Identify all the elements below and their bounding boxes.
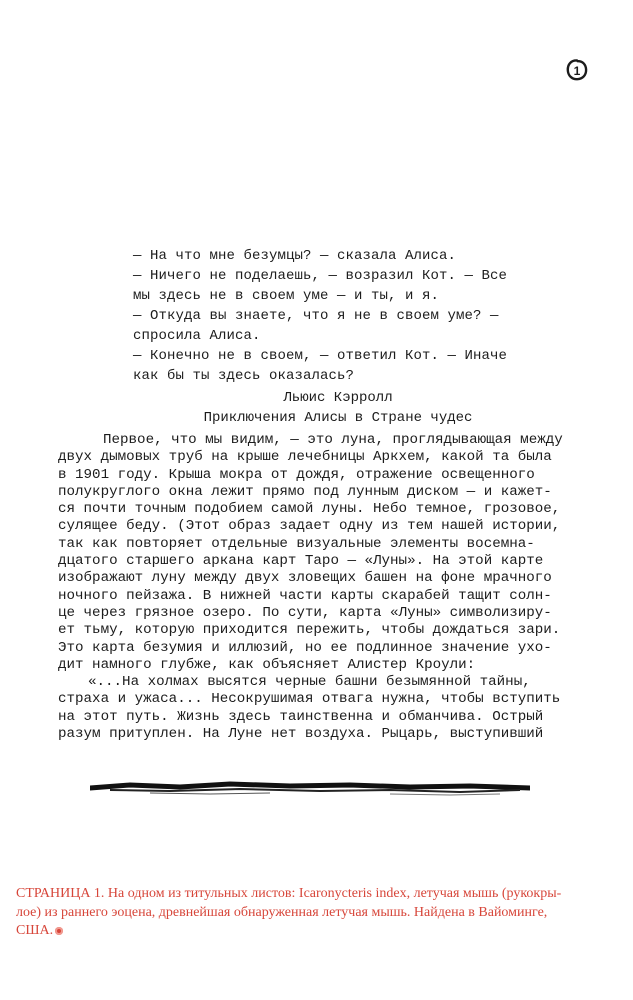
main-text [58, 432, 578, 743]
text-line: на этот путь. Жизнь здесь таинственна и обманчива. Острый [58, 708, 544, 725]
epigraph-line: как бы ты здесь оказалась? [133, 368, 355, 384]
text-line: в 1901 году. Крыша мокра от дождя, отражение освещенного [58, 466, 535, 483]
epigraph-work-title: Приключения Алисы в Стране чудес [203, 410, 473, 426]
page-number: 1 [573, 64, 581, 78]
epigraph [133, 246, 543, 386]
caption-line-text: США. [16, 923, 54, 938]
text-line: так как повторяет отдельные визуальные элементы восемна- [58, 535, 535, 552]
text-line: «...На холмах высятся черные башни безымянной тайны, [88, 674, 531, 691]
epigraph-line: спросила Алиса. [133, 328, 261, 344]
torn-page-edge [90, 776, 530, 800]
text-line: Это карта безумия и иллюзий, но ее подлинное значение ухо- [58, 639, 552, 656]
text-line: разум притуплен. На Луне нет воздуха. Рыцарь, выступивший [58, 726, 544, 743]
figure-caption [16, 885, 616, 941]
text-line: двух дымовых труб на крыше лечебницы Аркхем, какой та была [58, 449, 552, 466]
text-line: Первое, что мы видим, — это луна, проглядывающая между [103, 432, 563, 448]
text-line: полукруглого окна лежит прямо под лунным диском — и кажет- [58, 483, 552, 500]
epigraph-line: — На что мне безумцы? — сказала Алиса. [133, 248, 457, 264]
text-line: страха и ужаса... Несокрушимая отвага нужна, чтобы вступить [58, 691, 561, 708]
text-line: це через грязное озеро. По сути, карта «Луны» символизиру- [58, 604, 552, 621]
caption-line: лое) из раннего эоцена, древнейшая обнаруженная летучая мышь. Найдена в Вайоминге, [16, 904, 548, 920]
text-line: дит намного глубже, как объясняет Алистер Кроули: [58, 656, 476, 673]
epigraph-line: мы здесь не в своем уме — и ты, и я. [133, 288, 440, 304]
end-mark-icon [55, 927, 63, 935]
circle-mark-icon [565, 58, 589, 82]
text-line: ночного пейзажа. В нижней части карты скарабей тащит солн- [58, 587, 552, 604]
text-line: дцатого старшего аркана карт Таро — «Луны». На этой карте [58, 553, 544, 570]
page-number-circled [565, 58, 589, 82]
text-line: ет тьму, которую приходится пережить, чтобы дождаться зари. [58, 622, 561, 639]
text-line: ся почти точным подобием самой луны. Небо темное, грозовое, [58, 501, 561, 518]
text-line: сулящее беду. (Этот образ задает одну из тем нашей истории, [58, 518, 561, 535]
caption-line: СТРАНИЦА 1. На одном из титульных листов: Icaronycteris index, летучая мышь (рукокры- [16, 886, 562, 901]
epigraph-line: — Ничего не поделаешь, — возразил Кот. — Все [133, 268, 508, 284]
caption-line [16, 922, 616, 941]
text-line: изображают луну между двух зловещих башен на фоне мрачного [58, 570, 552, 587]
epigraph-line: — Откуда вы знаете, что я не в своем уме? — [133, 308, 499, 324]
epigraph-attribution [133, 388, 543, 428]
epigraph-author: Льюис Кэрролл [283, 390, 393, 406]
epigraph-line: — Конечно не в своем, — ответил Кот. — Иначе [133, 348, 508, 364]
